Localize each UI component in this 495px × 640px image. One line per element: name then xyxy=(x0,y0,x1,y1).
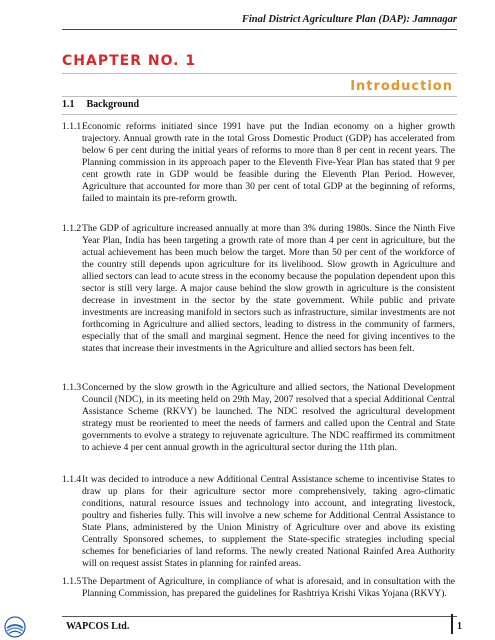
footer-organization: WAPCOS Ltd. xyxy=(66,621,130,632)
chapter-divider xyxy=(62,73,457,74)
section-heading xyxy=(62,99,139,110)
paragraph-number: 1.1.5 xyxy=(62,576,82,587)
chapter-number-heading: CHAPTER NO. 1 xyxy=(62,53,197,69)
paragraph-1-1-3 xyxy=(62,382,455,454)
section-number: 1.1 xyxy=(62,99,75,110)
paragraph-number: 1.1.4 xyxy=(62,474,82,485)
paragraph-1-1-2 xyxy=(62,223,455,355)
wapcos-logo-icon xyxy=(4,616,26,638)
header-divider xyxy=(62,29,457,30)
paragraph-number: 1.1.3 xyxy=(62,382,82,393)
footer-page-separator xyxy=(451,614,453,634)
paragraph-text: The GDP of agriculture increased annually at more than 3% during 1980s. Since the Ninth Five Year Plan, India has been targeting a growth rate of more than 4 per cent in agriculture, but the actual achievement has been much below the target. More than 50 per cent of the workforce of the country still depends upon agriculture for its livelihood. Slow growth in Agriculture and allied sectors can lead to acute stress in the economy because the population dependent upon this sector is still very large. A major cause behind the slow growth in agriculture is the consistent decrease in investment in the sector by the state government. While public and private investments are increasing manifold in sectors such as infrastructure, similar investments are not forthcoming in Agriculture and allied sectors, leading to distress in the community of farmers, especially that of the small and marginal segment. Hence the need for giving incentives to the states that increase their investments in the Agriculture and allied sectors has been felt. xyxy=(82,223,455,354)
paragraph-1-1-5 xyxy=(62,576,455,600)
footer-divider xyxy=(62,616,457,617)
running-header: Final District Agriculture Plan (DAP): Jamnagar xyxy=(241,14,457,25)
paragraph-number: 1.1.1 xyxy=(62,121,82,132)
paragraph-number: 1.1.2 xyxy=(62,223,82,234)
chapter-title: Introduction xyxy=(350,79,453,94)
paragraph-text: Economic reforms initiated since 1991 have put the Indian economy on a higher growth trajectory. Annual growth rate in the total Gross Domestic Product (GDP) has accelerated from below 6 per cent during the initial years of reforms to more than 8 per cent in recent years. The Planning commission in its approach paper to the Eleventh Five-Year Plan has stated that 9 per cent growth rate in GDP would be feasible during the Eleventh Plan Period. However, Agriculture that accounted for more than 30 per cent of total GDP at the beginning of reforms, failed to maintain its pre-reform growth. xyxy=(82,121,455,204)
section-title: Background xyxy=(86,99,140,110)
paragraph-1-1-4 xyxy=(62,474,455,570)
paragraph-text: The Department of Agriculture, in compliance of what is aforesaid, and in consultation with the Planning Commission, has prepared the guidelines for Rashtriya Krishi Vikas Yojana (RKVY). xyxy=(82,576,455,599)
paragraph-1-1-1 xyxy=(62,121,455,205)
page-number: 1 xyxy=(457,621,462,632)
paragraph-text: Concerned by the slow growth in the Agriculture and allied sectors, the National Development Council (NDC), in its meeting held on 29th May, 2007 resolved that a special Additional Central Assistance Scheme (RKVY) be launched. The NDC resolved the agricultural development strategy must be reoriented to meet the needs of farmers and called upon the Central and State governments to evolve a strategy to rejuvenate agriculture. The NDC reaffirmed its commitment to achieve 4 per cent annual growth in the agricultural sector during the 11th plan. xyxy=(82,382,455,453)
paragraph-text: It was decided to introduce a new Additional Central Assistance scheme to incentivise States to draw up plans for their agriculture sector more comprehensively, taking agro-climatic conditions, natural resource issues and technology into account, and integrating livestock, poultry and fisheries fully. This will involve a new scheme for Additional Central Assistance to State Plans, administered by the Union Ministry of Agriculture over and above its existing Centrally Sponsored schemes, to supplement the State-specific strategies including special schemes for beneficiaries of land reforms. The newly created National Rainfed Area Authority will on request assist States in planning for rainfed areas. xyxy=(82,474,455,569)
